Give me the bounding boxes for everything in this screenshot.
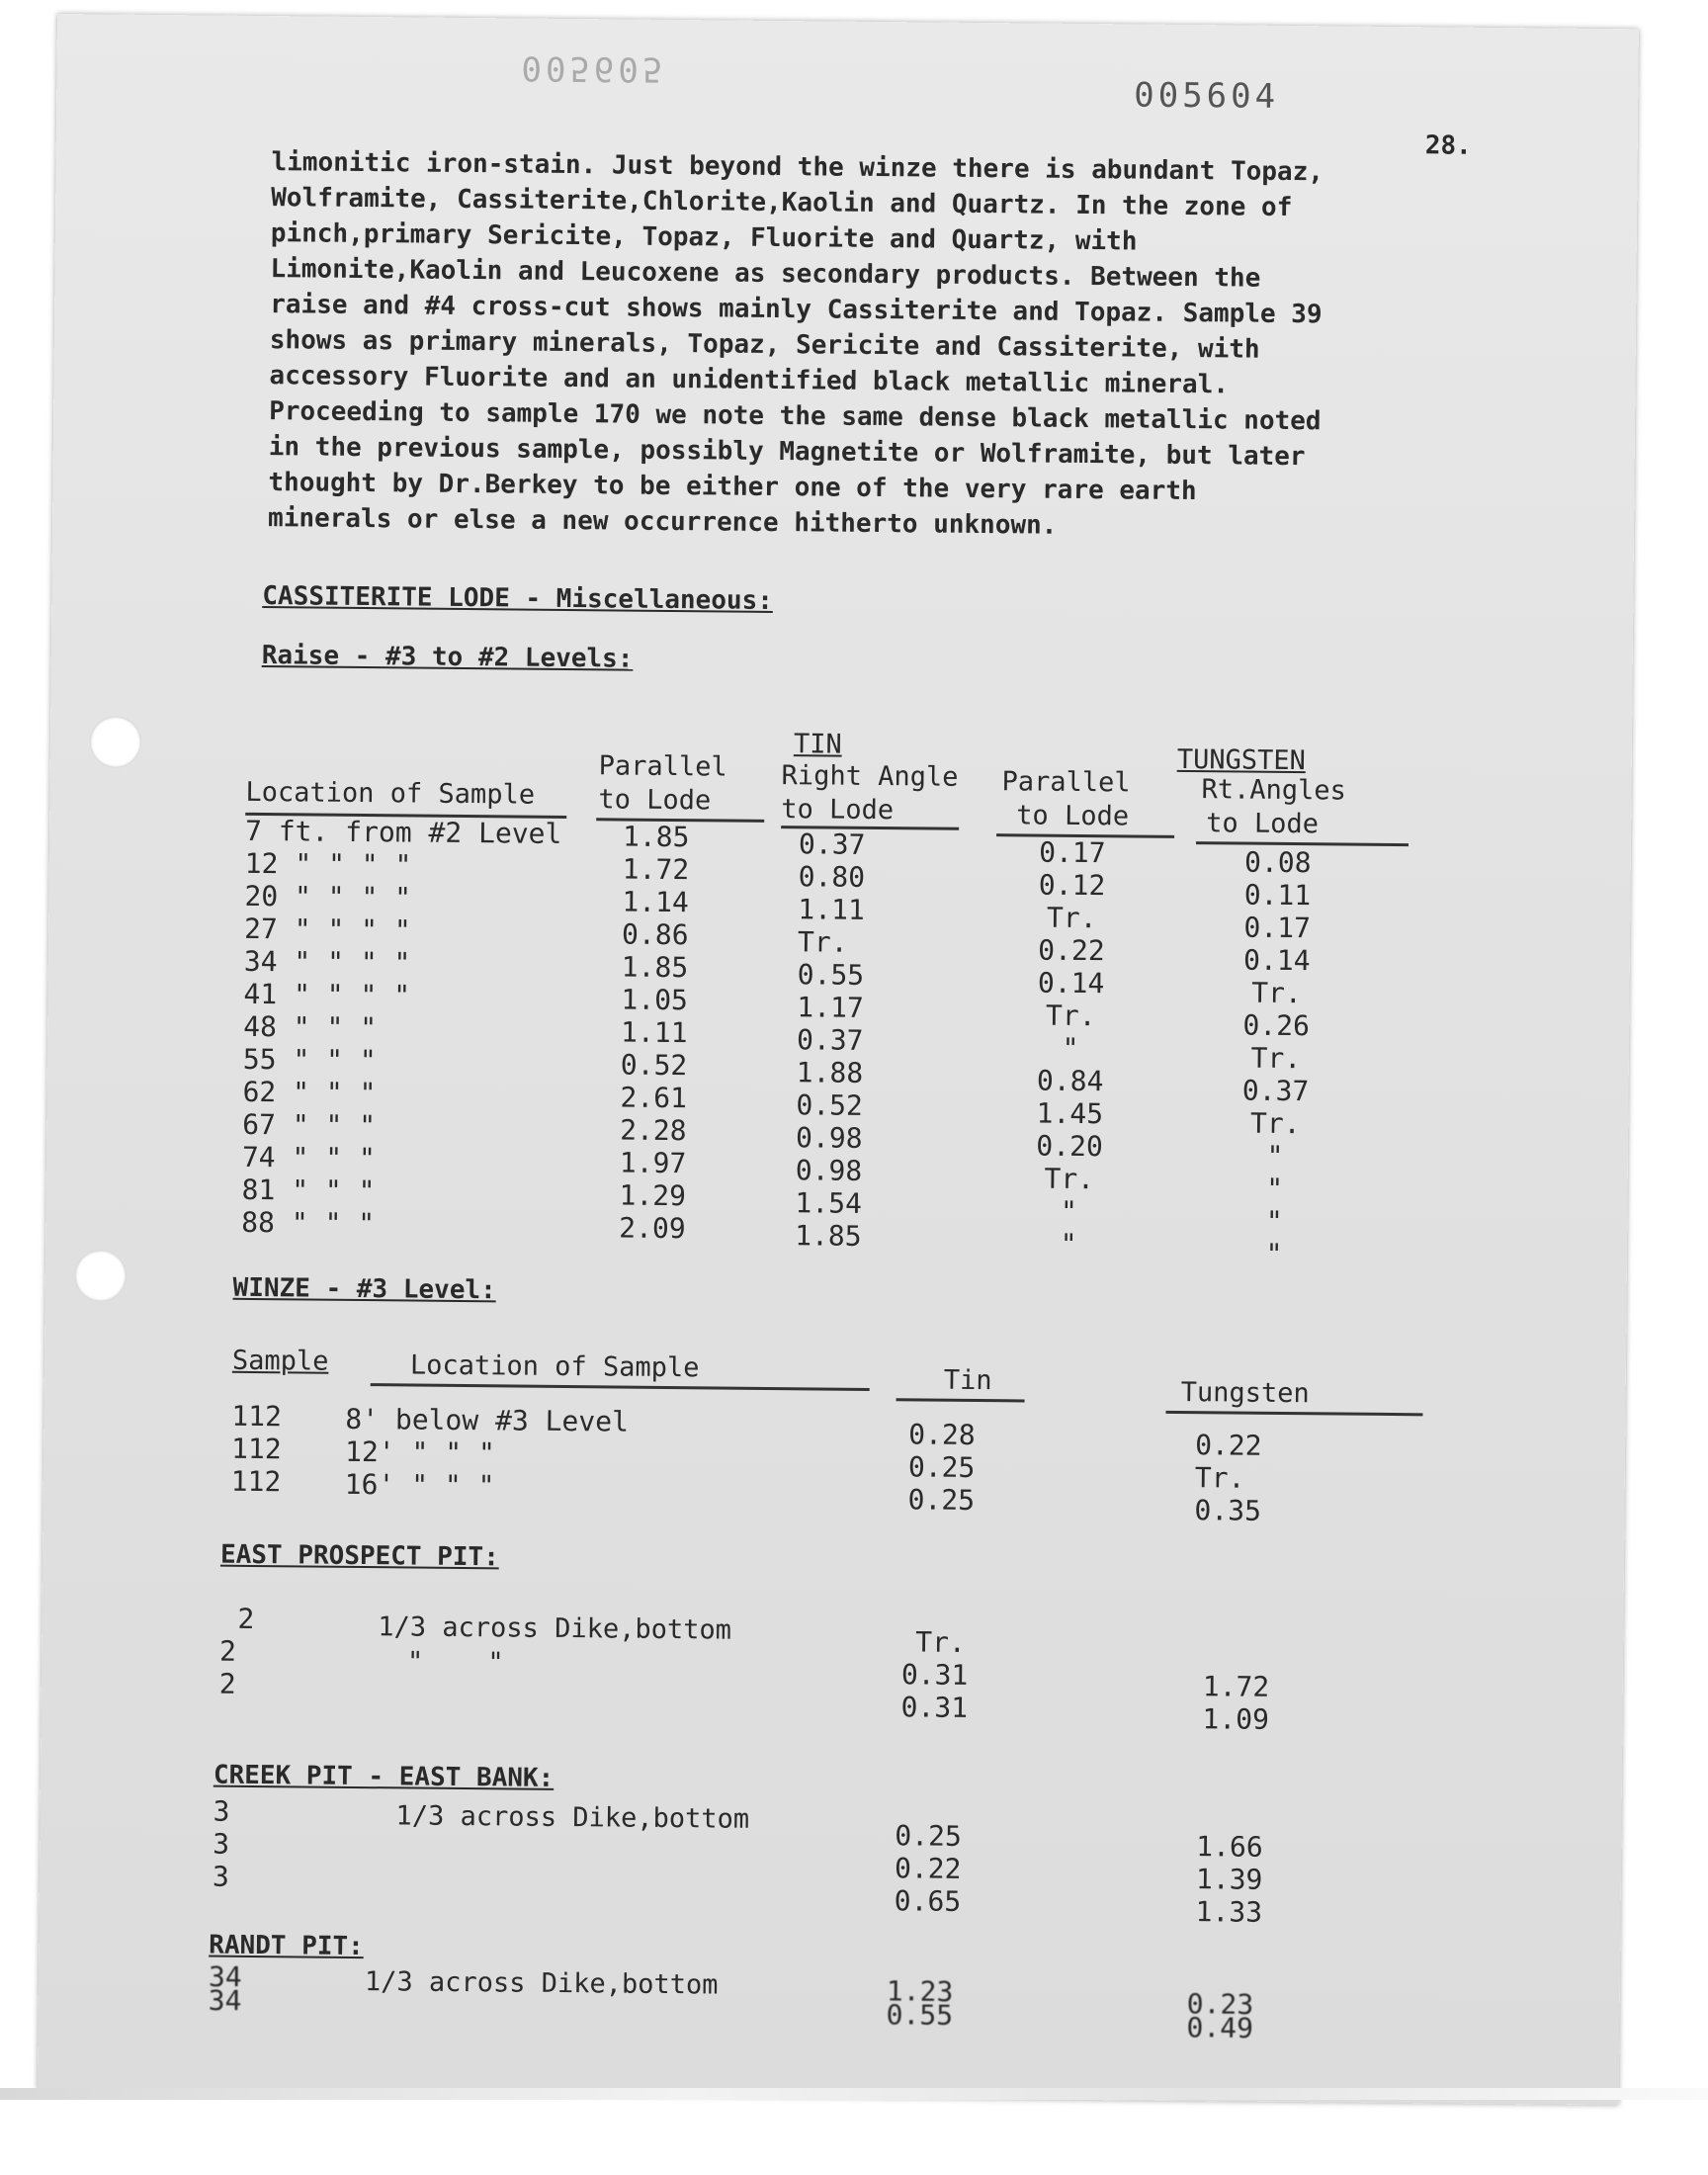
east-tungsten-value: 1.72	[1202, 1670, 1270, 1703]
tin-right-value: Tr.	[797, 925, 848, 959]
east-sample: 2	[237, 1602, 255, 1635]
creek-sample: 3	[212, 1860, 229, 1893]
rule-winze-location	[371, 1383, 870, 1391]
randt-tin-column	[886, 1974, 954, 2032]
group-header-tin: TIN	[793, 729, 842, 760]
w-right-value: 0.17	[1243, 911, 1312, 945]
raise-location: 27 " " " "	[243, 912, 411, 947]
creek-tungsten-value: 1.39	[1195, 1863, 1263, 1896]
tin-right-value: 0.55	[797, 958, 865, 992]
raise-location: 81 " " "	[241, 1173, 376, 1208]
winze-sample: 112	[230, 1432, 282, 1466]
raise-w-parallel-column	[1004, 835, 1137, 1261]
winze-location-column	[345, 1403, 630, 1504]
winze-tungsten-value: 0.35	[1194, 1494, 1262, 1527]
randt-tungsten-value: 0.49	[1186, 2011, 1254, 2044]
winze-tin-column	[907, 1418, 975, 1517]
section-title-creek-pit: CREEK PIT - EAST BANK:	[213, 1760, 555, 1793]
header-tin-parallel-line2: to Lode	[598, 784, 712, 817]
tin-right-value: 1.17	[797, 991, 864, 1024]
header-location: Location of Sample	[245, 776, 536, 811]
creek-tungsten-column	[1195, 1830, 1262, 1929]
document-page	[38, 14, 1639, 2105]
w-parallel-value: 0.12	[1038, 868, 1106, 903]
raise-location: 55 " " "	[242, 1042, 377, 1078]
w-parallel-value: Tr.	[1045, 999, 1096, 1033]
randt-sample-column	[208, 1959, 242, 2017]
raise-location: 41 " " " "	[243, 977, 411, 1012]
ghost-stamp-number: 005605	[521, 47, 667, 89]
east-tin-value: 0.31	[900, 1691, 969, 1724]
creek-sample-column	[213, 1795, 230, 1893]
tin-right-value: 0.80	[798, 860, 866, 894]
creek-tungsten-value: 1.66	[1196, 1830, 1263, 1864]
east-tungsten-column	[1202, 1670, 1269, 1736]
randt-tin-value: 0.55	[886, 1998, 954, 2032]
east-tin-column	[900, 1625, 968, 1724]
punch-hole-bottom	[75, 1250, 127, 1301]
w-parallel-value: "	[1060, 1227, 1077, 1261]
tin-parallel-value: 2.28	[620, 1113, 687, 1148]
tin-parallel-value: 1.72	[622, 852, 690, 887]
winze-tungsten-value: 0.22	[1194, 1429, 1262, 1462]
east-sample: 2	[218, 1667, 236, 1700]
winze-location: 12' " " "	[344, 1435, 495, 1470]
tin-right-value: 1.88	[796, 1056, 864, 1089]
east-tin-value: Tr.	[915, 1625, 966, 1659]
raise-location: 12 " " " "	[244, 846, 412, 882]
w-parallel-value: 0.22	[1038, 933, 1105, 968]
winze-tungsten-value: Tr.	[1194, 1461, 1245, 1495]
raise-location: 74 " " "	[241, 1140, 376, 1175]
tin-parallel-value: 1.29	[619, 1178, 687, 1213]
raise-tin-parallel-column	[619, 821, 690, 1246]
tin-parallel-value: 1.05	[621, 983, 689, 1017]
scanner-edge-strip	[0, 2088, 1708, 2100]
stamp-number: 005604	[1134, 75, 1280, 117]
creek-tin-value: 0.25	[895, 1819, 962, 1853]
tin-parallel-value: 2.09	[619, 1211, 686, 1246]
w-right-value: 0.14	[1242, 943, 1311, 978]
raise-location: 34 " " " "	[243, 944, 411, 980]
w-right-value: "	[1266, 1139, 1284, 1173]
creek-tungsten-value: 1.33	[1195, 1895, 1263, 1929]
header-tin-right-line1: Right Angle	[781, 760, 959, 793]
raise-location: 48 " " "	[243, 1009, 378, 1045]
w-right-value: Tr.	[1251, 976, 1302, 1010]
tin-right-value: 0.52	[796, 1088, 864, 1122]
w-right-value: 0.11	[1243, 878, 1312, 913]
raise-location: 20 " " " "	[244, 879, 412, 914]
w-right-value: "	[1265, 1237, 1283, 1270]
east-location-ditto: " "	[406, 1646, 504, 1679]
tin-parallel-value: 1.14	[622, 885, 689, 919]
section-subtitle-raise: Raise - #3 to #2 Levels:	[261, 641, 634, 674]
creek-tin-value: 0.65	[894, 1884, 962, 1918]
east-tungsten-value: 1.09	[1202, 1702, 1270, 1736]
creek-sample: 3	[213, 1827, 230, 1861]
tin-right-value: 1.11	[798, 893, 865, 926]
tin-parallel-value: 1.11	[620, 1015, 688, 1050]
body-paragraph	[268, 144, 1339, 546]
tin-parallel-value: 0.86	[621, 917, 689, 952]
w-right-value: 0.08	[1243, 845, 1312, 880]
winze-tin-value: 0.28	[908, 1418, 976, 1451]
w-parallel-value: "	[1060, 1194, 1077, 1228]
w-parallel-value: Tr.	[1044, 1162, 1095, 1196]
section-title-randt-pit: RANDT PIT:	[209, 1930, 364, 1962]
header-w-parallel-line1: Parallel	[1001, 766, 1131, 799]
creek-sample: 3	[213, 1794, 230, 1828]
group-header-tungsten: TUNGSTEN	[1176, 743, 1307, 777]
w-right-value: "	[1266, 1172, 1284, 1205]
w-parallel-value: 0.14	[1037, 966, 1105, 1000]
section-title-east-prospect-pit: EAST PROSPECT PIT:	[219, 1539, 499, 1573]
winze-tin-value: 0.25	[907, 1483, 976, 1517]
section-title-cassiterite-lode: CASSITERITE LODE - Miscellaneous:	[262, 581, 774, 616]
east-sample-column	[219, 1603, 255, 1700]
randt-sample: 34	[208, 1983, 242, 2017]
tin-right-value: 0.98	[795, 1121, 863, 1155]
randt-tin-value: 1.23	[886, 1974, 954, 2008]
tin-right-value: 1.54	[795, 1186, 863, 1220]
tin-parallel-value: 0.52	[620, 1048, 688, 1083]
winze-header-tin: Tin	[943, 1364, 992, 1397]
randt-tungsten-value: 0.23	[1186, 1987, 1254, 2021]
raise-w-right-column	[1210, 845, 1342, 1270]
winze-tungsten-column	[1194, 1429, 1261, 1527]
east-sample: 2	[218, 1634, 237, 1668]
w-right-value: 0.26	[1242, 1008, 1311, 1043]
raise-tin-right-column	[795, 827, 866, 1253]
rule-winze-tin	[897, 1398, 1025, 1402]
header-tin-right-line2: to Lode	[781, 794, 895, 826]
tin-right-value: 1.85	[795, 1219, 862, 1253]
east-tin-value: 0.31	[900, 1658, 969, 1692]
raise-location: 62 " " "	[242, 1075, 377, 1110]
creek-location: 1/3 across Dike,bottom	[395, 1800, 750, 1835]
winze-tin-value: 0.25	[907, 1450, 976, 1484]
w-parallel-value: "	[1062, 1031, 1079, 1065]
randt-tungsten-column	[1186, 1987, 1254, 2044]
tin-right-value: 0.37	[796, 1023, 864, 1057]
tin-parallel-value: 2.61	[620, 1081, 688, 1115]
winze-header-sample: Sample	[231, 1345, 329, 1377]
w-parallel-value: 0.17	[1039, 835, 1106, 870]
rule-winze-tungsten	[1165, 1411, 1422, 1416]
winze-sample-column	[231, 1400, 283, 1498]
tin-parallel-value: 1.85	[621, 950, 689, 985]
creek-tin-value: 0.22	[894, 1852, 962, 1885]
winze-sample: 112	[231, 1399, 283, 1434]
w-right-value: 0.37	[1241, 1074, 1310, 1108]
east-location: 1/3 across Dike,bottom	[378, 1611, 732, 1646]
raise-location: 67 " " "	[242, 1107, 377, 1143]
winze-location: 16' " " "	[344, 1467, 495, 1503]
raise-location-column	[241, 815, 561, 1242]
w-parallel-value: 0.84	[1036, 1064, 1104, 1098]
header-w-right-line1: Rt.Angles	[1201, 774, 1346, 807]
page-number: 28.	[1424, 130, 1472, 161]
w-parallel-value: 1.45	[1036, 1096, 1104, 1131]
winze-header-tungsten: Tungsten	[1180, 1376, 1310, 1410]
tin-parallel-value: 1.97	[619, 1146, 687, 1180]
punch-hole-top	[90, 716, 141, 767]
tin-right-value: 0.37	[798, 827, 866, 861]
w-right-value: Tr.	[1249, 1106, 1301, 1141]
creek-tin-column	[895, 1819, 962, 1918]
header-w-parallel-line2: to Lode	[1016, 800, 1130, 832]
winze-location: 8' below #3 Level	[345, 1402, 630, 1438]
header-tin-parallel-line1: Parallel	[598, 750, 727, 783]
paragraph-text: limonitic iron-stain. Just beyond the winze there is abundant Topaz, Wolframite, Cassiterite,Chlorite,Kaolin and Quartz. In the zone of pinch,primary Sericite, Topaz, Fluorite and Quartz, with Limonite,Kaolin and Leucoxene as secondary products. Between the raise and #4 cross-cut shows mainly Cassiterite and Topaz. Sample 39 shows as primary minerals, Topaz, Sericite and Cassiterite, with accessory Fluorite and an unidentified black metallic mineral. Proceeding to sample 170 we note the same dense black metallic noted in the previous sample, possibly Magnetite or Wolframite, but later thought by Dr.Berkey to be either one of the very rare earth minerals or else a new occurrence hitherto unknown.	[267, 147, 1324, 541]
w-right-value: "	[1265, 1204, 1283, 1238]
randt-sample: 34	[208, 1959, 242, 1993]
w-right-value: Tr.	[1250, 1041, 1302, 1076]
section-title-winze: WINZE - #3 Level:	[232, 1272, 496, 1306]
raise-location: 88 " " "	[241, 1205, 376, 1241]
tin-right-value: 0.98	[795, 1154, 863, 1187]
raise-location: 7 ft. from #2 Level	[244, 814, 562, 850]
tin-parallel-value: 1.85	[622, 820, 690, 854]
w-parallel-value: Tr.	[1046, 901, 1097, 935]
winze-header-location: Location of Sample	[409, 1349, 700, 1384]
randt-location: 1/3 across Dike,bottom	[364, 1966, 719, 2001]
winze-sample: 112	[230, 1464, 282, 1499]
header-w-right-line2: to Lode	[1206, 808, 1320, 840]
w-parallel-value: 0.20	[1036, 1129, 1103, 1164]
